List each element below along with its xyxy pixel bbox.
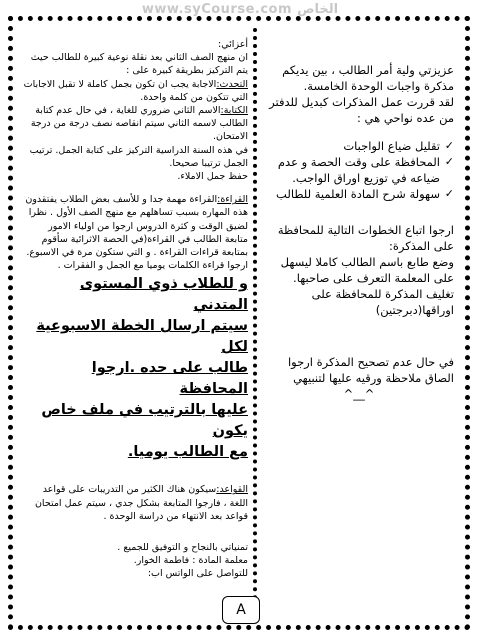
- step-one: وضع طابع باسم الطالب كاملا ليسهل على المعلمة التعرف على صاحبها.: [280, 255, 454, 285]
- smiley: ^__^: [343, 387, 375, 401]
- page-label: A: [222, 596, 260, 624]
- step-two: تغليف المذكرة للمحافظة على اوراقها(دبرجتين): [311, 287, 454, 317]
- reading-paragraph: القراءة:القراءة مهمة جدا و للأسف بعض الطلاب يفتقدون هذه المهاره بسبب تساهلهم مع منهج الصف الأول . نظرا لضيق الوقت و كثرة الدروس ارجوا من اولياء الامور متابعة الطالب في القراءة(في الحصة الاثرائية سأقوم بمتابعة قراءات القراءة . و التي ستكون مرة في الاسبوع. ارجوا قراءة الكلمات يوميا مع الجمل و الفقرات .: [25, 194, 248, 272]
- talking-paragraph: التحدث:الاجابة يجب ان تكون بجمل كاملة لا تقبل الاجابات التي تتكون من كلمة واحدة.: [23, 78, 248, 103]
- grammar-paragraph: القواعد:سيكون هناك الكثير من التدريبات على قواعد اللغة ، فارجوا المتابعة بشكل جدي ، سيتم عمل امتحان قواعد بعد الانتهاء من دراسة الوحدة .: [34, 484, 248, 522]
- wishes: تمنياتي بالنجاح و التوفيق للجميع .: [117, 542, 248, 554]
- check-icon: ✓: [444, 187, 454, 200]
- talking-label: التحدث:: [216, 78, 248, 90]
- grammar-label: القواعد:: [216, 484, 248, 496]
- reading-label: القراءة:: [217, 194, 248, 206]
- right-column: [264, 62, 454, 402]
- greeting: أعزائي:: [218, 39, 248, 50]
- column-divider: [253, 28, 257, 600]
- contact-line: للتواصل على الواتس اب:: [147, 568, 248, 580]
- decision-paragraph: لقد قررت عمل المذكرات كبديل للدفتر من عده نواحي هي :: [269, 95, 454, 125]
- list-item: ✓ سهولة شرح المادة العلمية للطالب: [276, 187, 454, 201]
- intro-paragraph: عزيزتي ولية أمر الطالب ، بين يديكم مذكرة واجبات الوحدة الخامسة.: [282, 63, 454, 93]
- list-item: ✓ المحافظة على وقت الحصة و عدم ضياعه في توزيع اوراق الواجب.: [277, 155, 454, 185]
- writing-label: الكتابة:: [220, 105, 248, 117]
- list-item: ✓ تقليل ضياع الواجبات: [343, 139, 454, 153]
- dictation-paragraph: حفظ جمل الاملاء.: [177, 171, 248, 183]
- steps-intro: ارجوا اتباع الخطوات التالية للمحافظة على المذكرة:: [277, 223, 454, 253]
- benefits-list: [264, 138, 454, 202]
- sentences-paragraph: في هذه السنة الدراسية التركيز على كتابة الجمل. ترتيب الجمل ترتيبا صحيحا.: [29, 144, 248, 169]
- correction-note: في حال عدم تصحيح المذكرة ارجوا الصاق ملاحظة ورقيه عليها لتنبيهي: [287, 355, 454, 385]
- check-icon: ✓: [444, 155, 454, 168]
- check-icon: ✓: [444, 139, 454, 152]
- teacher-name: معلمة المادة : فاطمة الخوار.: [133, 555, 248, 567]
- left-column: [22, 38, 248, 581]
- watermark: www.syCourse.com ﺍﻟﺨﺎﺹ: [141, 2, 339, 17]
- curriculum-paragraph: ان منهج الصف الثاني بعد نقلة نوعية كبيرة للطالب حيث يتم التركيز بطريقة كبيرة على :: [30, 52, 248, 77]
- writing-paragraph: الكتابة:الاسم الثاني ضروري للغاية ، في حال عدم كتابة الطالب لاسمه الثاني سيتم انقاصه نصف درجة من درجة الامتحان.: [30, 105, 248, 143]
- weekly-plan-notice: و للطلاب ذوي المستوى المتدني سيتم ارسال الخطة الاسبوعية لكل طالب على حده .ارجوا المحافظة عليها بالترتيب في ملف خاص يكون مع الطالب يوميا.: [36, 276, 248, 461]
